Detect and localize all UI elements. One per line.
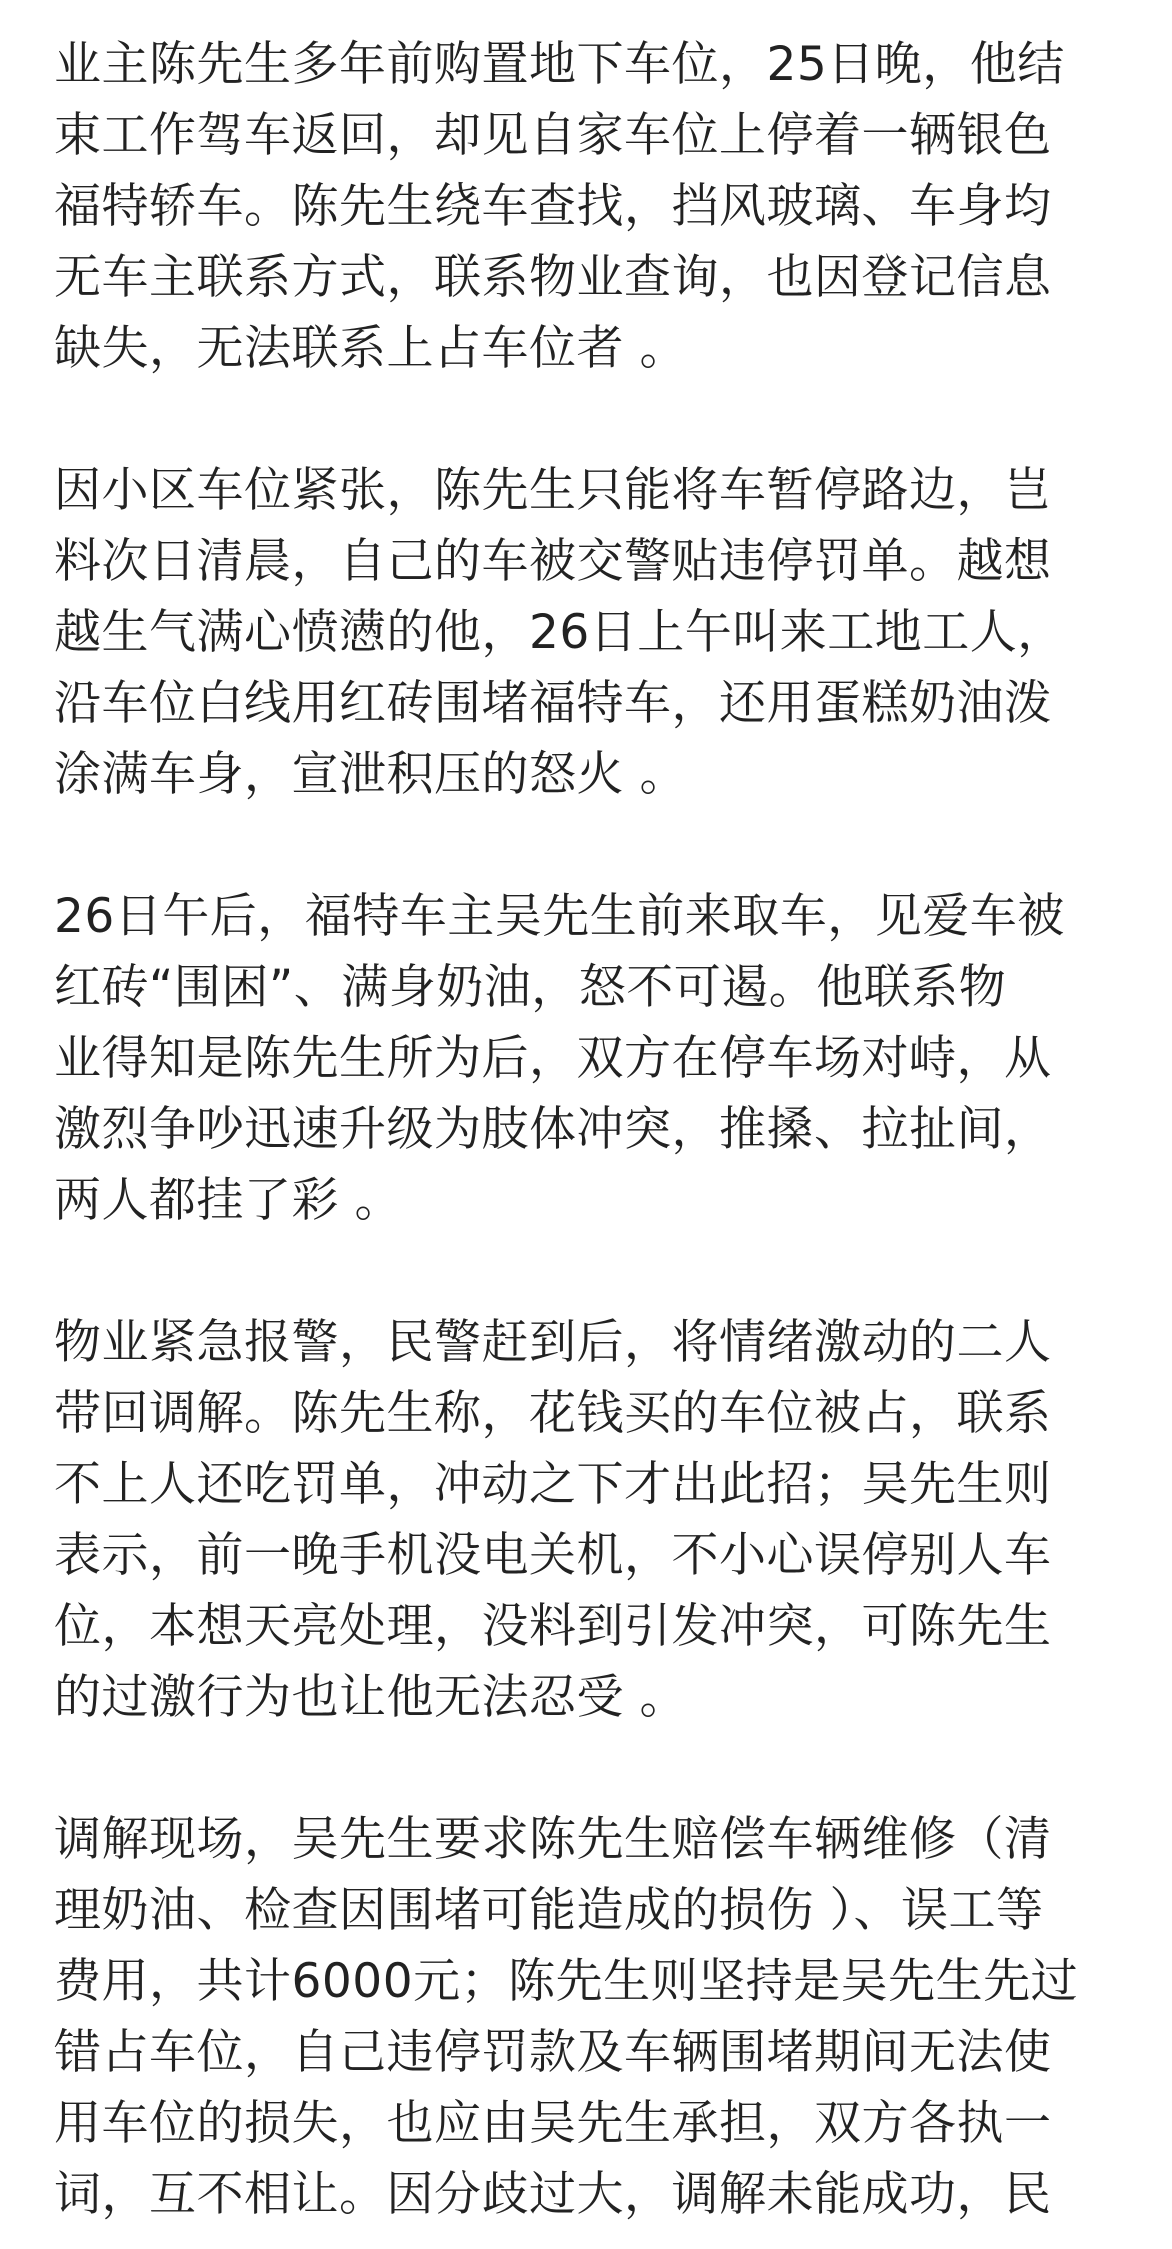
- paragraph-line: 料次日清晨，自己的车被交警贴违停罚单。越想: [54, 534, 1052, 589]
- paragraph-line: 两人都挂了彩 。: [54, 1173, 402, 1228]
- paragraph-line: 带回调解。陈先生称，花钱买的车位被占，联系: [54, 1386, 1052, 1441]
- paragraph-line: 福特轿车。陈先生绕车查找，挡风玻璃、车身均: [54, 179, 1052, 234]
- paragraph-line: 越生气满心愤懑的他，26日上午叫来工地工人，: [54, 605, 1065, 660]
- paragraph-line: 物业紧急报警，民警赶到后，将情绪激动的二人: [54, 1315, 1052, 1370]
- paragraph-5: [54, 1804, 1118, 2230]
- paragraph-line: 业得知是陈先生所为后，双方在停车场对峙，从: [54, 1031, 1052, 1086]
- paragraph-line: 无车主联系方式，联系物业查询，也因登记信息: [54, 250, 1052, 305]
- paragraph-3: [54, 881, 1118, 1236]
- paragraph-line: 错占车位，自己违停罚款及车辆围堵期间无法使: [54, 2025, 1052, 2080]
- paragraph-line: 红砖“围困”、满身奶油，怒不可遏。他联系物: [54, 960, 1007, 1015]
- paragraph-line: 费用，共计6000元；陈先生则坚持是吴先生先过: [54, 1954, 1079, 2009]
- paragraph-line: 束工作驾车返回，却见自家车位上停着一辆银色: [54, 108, 1052, 163]
- paragraph-line: 的过激行为也让他无法忍受 。: [54, 1670, 687, 1725]
- paragraph-line: 位，本想天亮处理，没料到引发冲突，可陈先生: [54, 1599, 1052, 1654]
- paragraph-line: 涂满车身，宣泄积压的怒火 。: [54, 747, 687, 802]
- paragraph-line: 26日午后，福特车主吴先生前来取车，见爱车被: [54, 889, 1065, 944]
- paragraph-line: 缺失，无法联系上占车位者 。: [54, 321, 687, 376]
- paragraph-line: 表示，前一晚手机没电关机，不小心误停别人车: [54, 1528, 1052, 1583]
- paragraph-line: 激烈争吵迅速升级为肢体冲突，推搡、拉扯间，: [54, 1102, 1052, 1157]
- paragraph-line: 理奶油、检查因围堵可能造成的损伤 ）、误工等: [54, 1883, 1044, 1938]
- paragraph-line: 调解现场，吴先生要求陈先生赔偿车辆维修（清: [54, 1812, 1052, 1867]
- paragraph-line: 因小区车位紧张，陈先生只能将车暂停路边，岂: [54, 463, 1052, 518]
- paragraph-line: 业主陈先生多年前购置地下车位，25日晚，他结: [54, 37, 1065, 92]
- paragraph-2: [54, 455, 1118, 810]
- paragraph-line: 词，互不相让。因分歧过大，调解未能成功，民: [54, 2167, 1052, 2222]
- paragraph-1: [54, 0, 1118, 384]
- paragraph-line: 不上人还吃罚单，冲动之下才出此招；吴先生则: [54, 1457, 1052, 1512]
- paragraph-4: [54, 1307, 1118, 1733]
- paragraph-line: 用车位的损失，也应由吴先生承担，双方各执一: [54, 2096, 1052, 2151]
- paragraph-line: 沿车位白线用红砖围堵福特车，还用蛋糕奶油泼: [54, 676, 1052, 731]
